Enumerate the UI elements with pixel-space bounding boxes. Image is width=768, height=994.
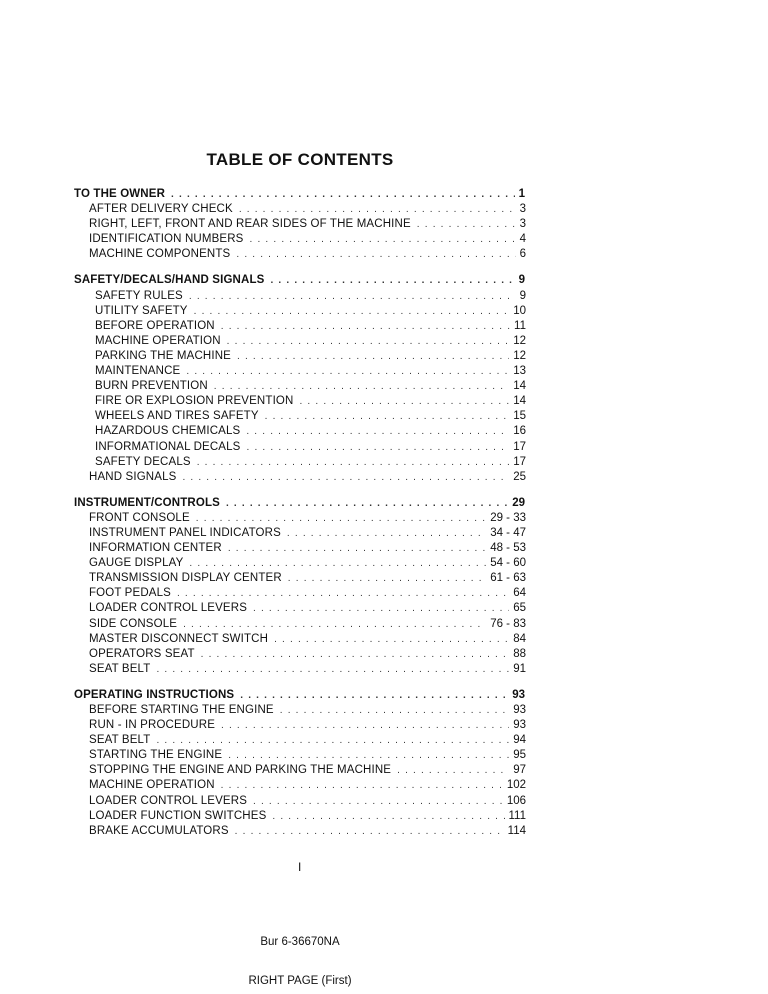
toc-entry[interactable] (89, 809, 526, 824)
toc-entry-label: SAFETY/DECALS/HAND SIGNALS (74, 274, 265, 287)
toc-entry-label: FOOT PEDALS (89, 587, 171, 600)
toc-entry[interactable] (89, 733, 526, 748)
dot-leader (253, 794, 503, 809)
toc-page-number: 76 - 83 (490, 617, 526, 630)
toc-entry[interactable] (89, 794, 526, 809)
dot-leader (270, 273, 514, 288)
dot-leader (274, 632, 509, 647)
dot-leader (196, 511, 486, 526)
toc-entry-label: INSTRUMENT PANEL INDICATORS (89, 526, 281, 539)
toc-entry-label: HAZARDOUS CHEMICALS (95, 425, 241, 438)
toc-entry[interactable] (95, 379, 526, 394)
toc-entry[interactable] (95, 440, 526, 455)
toc-entry-label: BRAKE ACCUMULATORS (89, 824, 229, 837)
toc-entry-label: IDENTIFICATION NUMBERS (89, 233, 244, 246)
dot-leader (221, 718, 509, 733)
toc-section (0, 496, 768, 677)
toc-entry-label: SAFETY RULES (95, 289, 183, 302)
toc-page-number: 17 (513, 440, 526, 453)
dot-leader (280, 703, 509, 718)
toc-entry-label: LOADER CONTROL LEVERS (89, 794, 248, 807)
dot-leader (228, 748, 509, 763)
toc-entry[interactable] (89, 703, 526, 718)
toc-entry-label: LOADER FUNCTION SWITCHES (89, 809, 267, 822)
toc-entry[interactable] (89, 541, 526, 556)
toc-entry-label: STOPPING THE ENGINE AND PARKING THE MACHINE (89, 764, 392, 777)
dot-leader (237, 349, 509, 364)
toc-entry[interactable] (89, 247, 526, 262)
dot-leader (189, 289, 516, 304)
dot-leader (194, 304, 510, 319)
toc-page-number: 34 - 47 (490, 526, 526, 539)
toc-section (0, 688, 768, 839)
dot-leader (397, 763, 509, 778)
dot-leader (417, 217, 516, 232)
toc-entry-label: SIDE CONSOLE (89, 617, 178, 630)
toc-entry-label: WHEELS AND TIRES SAFETY (95, 410, 259, 423)
toc-entry-label: STARTING THE ENGINE (89, 749, 223, 762)
toc-entry[interactable] (89, 617, 526, 632)
toc-entry-label: BEFORE STARTING THE ENGINE (89, 704, 274, 716)
toc-page-number: 54 - 60 (490, 557, 526, 570)
toc-entry[interactable] (95, 394, 526, 409)
toc-entry[interactable] (89, 526, 526, 541)
dot-leader (201, 647, 510, 662)
toc-page-number: 3 (519, 218, 526, 231)
toc-page-number: 12 (513, 349, 526, 362)
dot-leader (221, 778, 503, 793)
toc-entry-label: MACHINE COMPONENTS (89, 248, 231, 261)
toc-entry[interactable] (89, 778, 526, 793)
toc-entry[interactable] (95, 424, 526, 439)
toc-page-number: 9 (519, 289, 526, 302)
toc-entry-label: TRANSMISSION DISPLAY CENTER (89, 572, 282, 585)
toc-section-heading[interactable] (74, 187, 525, 202)
toc-entry[interactable] (89, 586, 526, 601)
toc-page-number: 97 (513, 764, 526, 777)
toc-section-heading[interactable] (74, 496, 525, 511)
toc-entry[interactable] (95, 289, 526, 304)
toc-section-heading[interactable] (74, 688, 525, 703)
toc-entry-label: MACHINE OPERATION (89, 779, 215, 792)
toc-section-heading[interactable] (74, 273, 525, 288)
toc-page-number: 4 (519, 233, 526, 246)
toc-section (0, 273, 768, 484)
toc-entry-label: UTILITY SAFETY (95, 304, 188, 317)
toc-entry[interactable] (95, 304, 526, 319)
toc-page-number: 29 - 33 (490, 511, 526, 524)
toc-entry-label: PARKING THE MACHINE (95, 349, 231, 362)
toc-page-number: 16 (513, 425, 526, 438)
dot-leader (288, 571, 486, 586)
toc-page-number: 3 (519, 203, 526, 216)
toc-page-number: 84 (513, 632, 526, 645)
toc-page-number: 91 (513, 662, 526, 675)
dot-leader (250, 232, 516, 247)
toc-entry[interactable] (89, 202, 526, 217)
page-number: I (298, 860, 302, 874)
toc-page-number: 9 (518, 274, 525, 287)
toc-entry-label: MASTER DISCONNECT SWITCH (89, 632, 269, 645)
dot-leader (221, 319, 510, 334)
toc-page-number: 14 (513, 395, 526, 408)
toc-entry-label: HAND SIGNALS (89, 470, 177, 483)
toc-entry[interactable] (89, 763, 526, 778)
toc-entry-label: TO THE OWNER (74, 188, 166, 200)
toc-page-number: 88 (513, 647, 526, 660)
toc-page-number: 114 (507, 824, 526, 837)
toc-entry-label: INFORMATIONAL DECALS (95, 440, 241, 453)
toc-entry-label: INSTRUMENT/CONTROLS (74, 496, 220, 509)
toc-entry[interactable] (95, 409, 526, 424)
dot-leader (183, 617, 486, 632)
dot-leader (182, 470, 509, 485)
toc-entry[interactable] (89, 748, 526, 763)
dot-leader (240, 688, 508, 703)
toc-entry-label: SEAT BELT (89, 734, 151, 747)
dot-leader (186, 364, 509, 379)
toc-entry-label: MACHINE OPERATION (95, 334, 221, 347)
toc-page-number: 12 (513, 334, 526, 347)
toc-entry-label: SAFETY DECALS (95, 455, 191, 468)
toc-entry[interactable] (89, 647, 526, 662)
dot-leader (236, 247, 515, 262)
dot-leader (247, 440, 510, 455)
dot-leader (156, 733, 509, 748)
page-title: TABLE OF CONTENTS (206, 150, 394, 169)
toc-page-number: 25 (513, 470, 526, 483)
dot-leader (253, 601, 509, 616)
toc-entry-label: FRONT CONSOLE (89, 511, 190, 524)
toc-page-number: 94 (513, 734, 526, 747)
toc-entry[interactable] (89, 217, 526, 232)
document-code: Bur 6-36670NA (260, 936, 340, 948)
toc-page-number: 29 (512, 496, 525, 509)
toc-entry[interactable] (89, 632, 526, 647)
toc-entry-label: FIRE OR EXPLOSION PREVENTION (95, 395, 294, 408)
dot-leader (246, 424, 509, 439)
toc-entry[interactable] (89, 662, 526, 677)
toc-entry-label: RUN - IN PROCEDURE (89, 719, 216, 732)
toc-entry[interactable] (95, 364, 526, 379)
toc-entry-label: BURN PREVENTION (95, 380, 208, 393)
toc-page-number: 93 (513, 704, 526, 716)
toc-entry-label: OPERATORS SEAT (89, 647, 195, 660)
toc-section (0, 187, 768, 262)
page-side-label: RIGHT PAGE (First) (248, 975, 352, 987)
dot-leader (197, 455, 510, 470)
toc-entry[interactable] (89, 511, 526, 526)
toc-entry[interactable] (89, 601, 526, 616)
toc-page-number: 65 (513, 602, 526, 615)
toc-page-number: 10 (513, 304, 526, 317)
toc-entry[interactable] (89, 824, 526, 839)
toc-entry[interactable] (95, 319, 526, 334)
toc-page-number: 102 (506, 779, 526, 792)
dot-leader (227, 334, 510, 349)
table-of-contents (0, 187, 768, 850)
toc-entry[interactable] (89, 718, 526, 733)
toc-page-number: 11 (514, 319, 526, 332)
toc-entry[interactable] (95, 334, 526, 349)
toc-page-number: 93 (513, 719, 526, 732)
dot-leader (235, 824, 504, 839)
toc-page-number: 6 (519, 248, 526, 261)
toc-page-number: 111 (508, 809, 526, 822)
toc-entry-label: INFORMATION CENTER (89, 542, 222, 555)
toc-entry[interactable] (89, 232, 526, 247)
dot-leader (299, 394, 509, 409)
dot-leader (177, 586, 509, 601)
toc-entry-label: SEAT BELT (89, 662, 151, 675)
toc-page-number: 48 - 53 (490, 542, 526, 555)
toc-page-number: 1 (518, 188, 525, 200)
dot-leader (265, 409, 510, 424)
toc-page-number: 15 (513, 410, 526, 423)
dot-leader (272, 809, 504, 824)
toc-page-number: 93 (512, 688, 525, 701)
dot-leader (239, 202, 516, 217)
toc-page-number: 13 (513, 365, 526, 378)
dot-leader (214, 379, 509, 394)
toc-page-number: 17 (513, 455, 526, 468)
toc-entry-label: LOADER CONTROL LEVERS (89, 602, 248, 615)
toc-entry[interactable] (95, 349, 526, 364)
toc-entry[interactable] (89, 470, 526, 485)
toc-entry[interactable] (89, 556, 526, 571)
toc-page-number: 64 (513, 587, 526, 600)
toc-entry[interactable] (89, 571, 526, 586)
dot-leader (287, 526, 486, 541)
toc-entry-label: RIGHT, LEFT, FRONT AND REAR SIDES OF THE MACHINE (89, 218, 411, 231)
toc-entry-label: OPERATING INSTRUCTIONS (74, 688, 235, 701)
toc-entry-label: BEFORE OPERATION (95, 319, 215, 332)
toc-page-number: 95 (513, 749, 526, 762)
toc-entry-label: MAINTENANCE (95, 365, 181, 378)
toc-page-number: 14 (513, 380, 526, 393)
toc-entry-label: AFTER DELIVERY CHECK (89, 203, 233, 216)
toc-entry-label: GAUGE DISPLAY (89, 557, 184, 570)
dot-leader (156, 662, 509, 677)
toc-page-number: 61 - 63 (490, 572, 526, 585)
dot-leader (226, 496, 508, 511)
toc-page-number: 106 (506, 794, 526, 807)
dot-leader (228, 541, 486, 556)
toc-entry[interactable] (95, 455, 526, 470)
dot-leader (171, 187, 515, 202)
dot-leader (189, 556, 486, 571)
